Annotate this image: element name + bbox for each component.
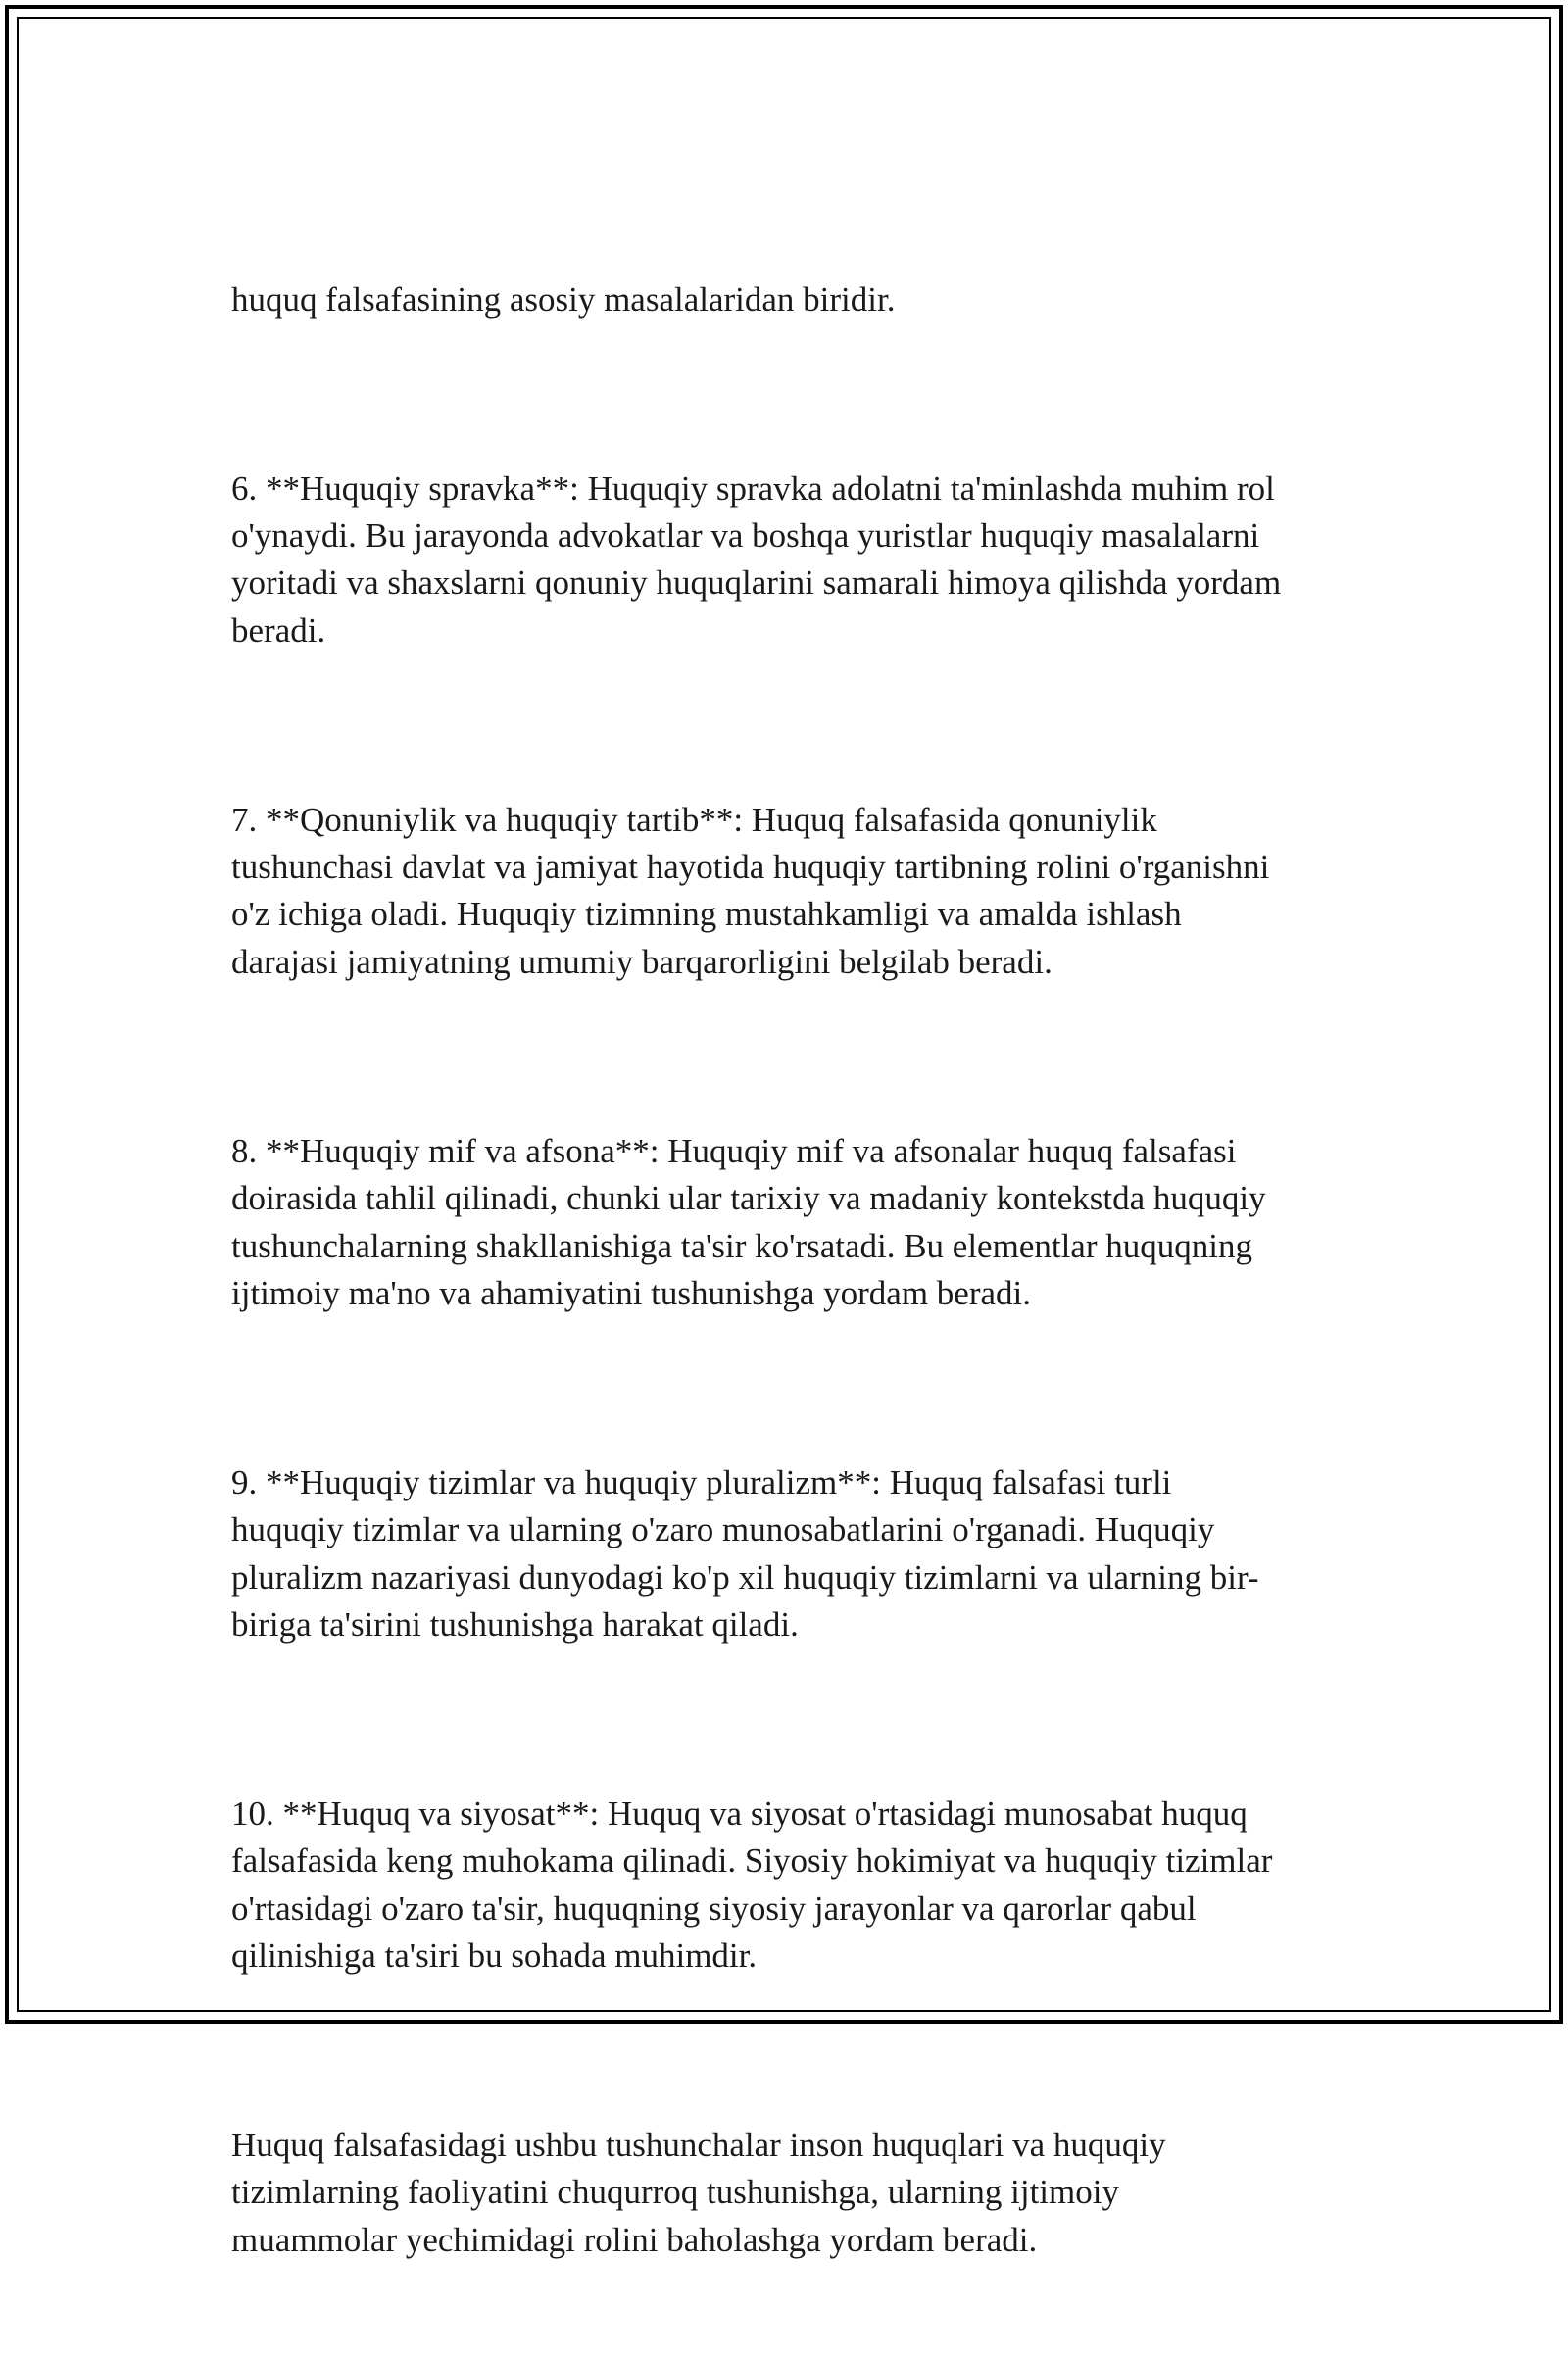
paragraph-item-10: 10. **Huquq va siyosat**: Huquq va siyosat o'rtasidagi munosabat huquq falsafasida keng muhokama qilinadi. Siyosiy hokimiyat va huquqiy tizimlar o'rtasidagi o'zaro ta'sir, huquqning siyosiy jarayonlar va qarorlar qabul qilinishiga ta'siri bu sohada muhimdir. [231,1794,1273,1975]
paragraph-item-7: 7. **Qonuniylik va huquqiy tartib**: Huquq falsafasida qonuniylik tushunchasi davlat va jamiyat hayotida huquqiy tartibning rolini o'rganishni o'z ichiga oladi. Huquqiy tizimning mustahkamligi va amalda ishlash darajasi jamiyatning umumiy barqarorligini belgilab beradi. [231,800,1270,981]
paragraph-item-6: 6. **Huquqiy spravka**: Huquqiy spravka adolatni ta'minlashda muhim rol o'ynaydi. Bu jarayonda advokatlar va boshqa yuristlar huquqiy masalalarni yoritadi va shaxslarni qonuniy huquqlarini samarali himoya qilishda yordam beradi. [231,468,1282,650]
paragraph-intro-continuation: huquq falsafasining asosiy masalalaridan biridir. [231,279,896,319]
document-body [231,181,1339,2359]
paragraph-item-9: 9. **Huquqiy tizimlar va huquqiy pluralizm**: Huquq falsafasi turli huquqiy tizimlar va ularning o'zaro munosabatlarini o'rganadi. Huquqiy pluralizm nazariyasi dunyodagi ko'p xil huquqiy tizimlarni va ularning bir- biriga ta'sirini tushunishga harakat qiladi. [231,1463,1259,1644]
paragraph-item-8: 8. **Huquqiy mif va afsona**: Huquqiy mif va afsonalar huquq falsafasi doirasida tahlil qilinadi, chunki ular tarixiy va madaniy kontekstda huquqiy tushunchalarning shakllanishiga ta'sir ko'rsatadi. Bu elementlar huquqning ijtimoiy ma'no va ahamiyatini tushunishga yordam beradi. [231,1131,1266,1312]
paragraph-conclusion: Huquq falsafasidagi ushbu tushunchalar inson huquqlari va huquqiy tizimlarning faoliyatini chuqurroq tushunishga, ularning ijtimoiy muammolar yechimidagi rolini baholashga yordam beradi. [231,2126,1166,2259]
